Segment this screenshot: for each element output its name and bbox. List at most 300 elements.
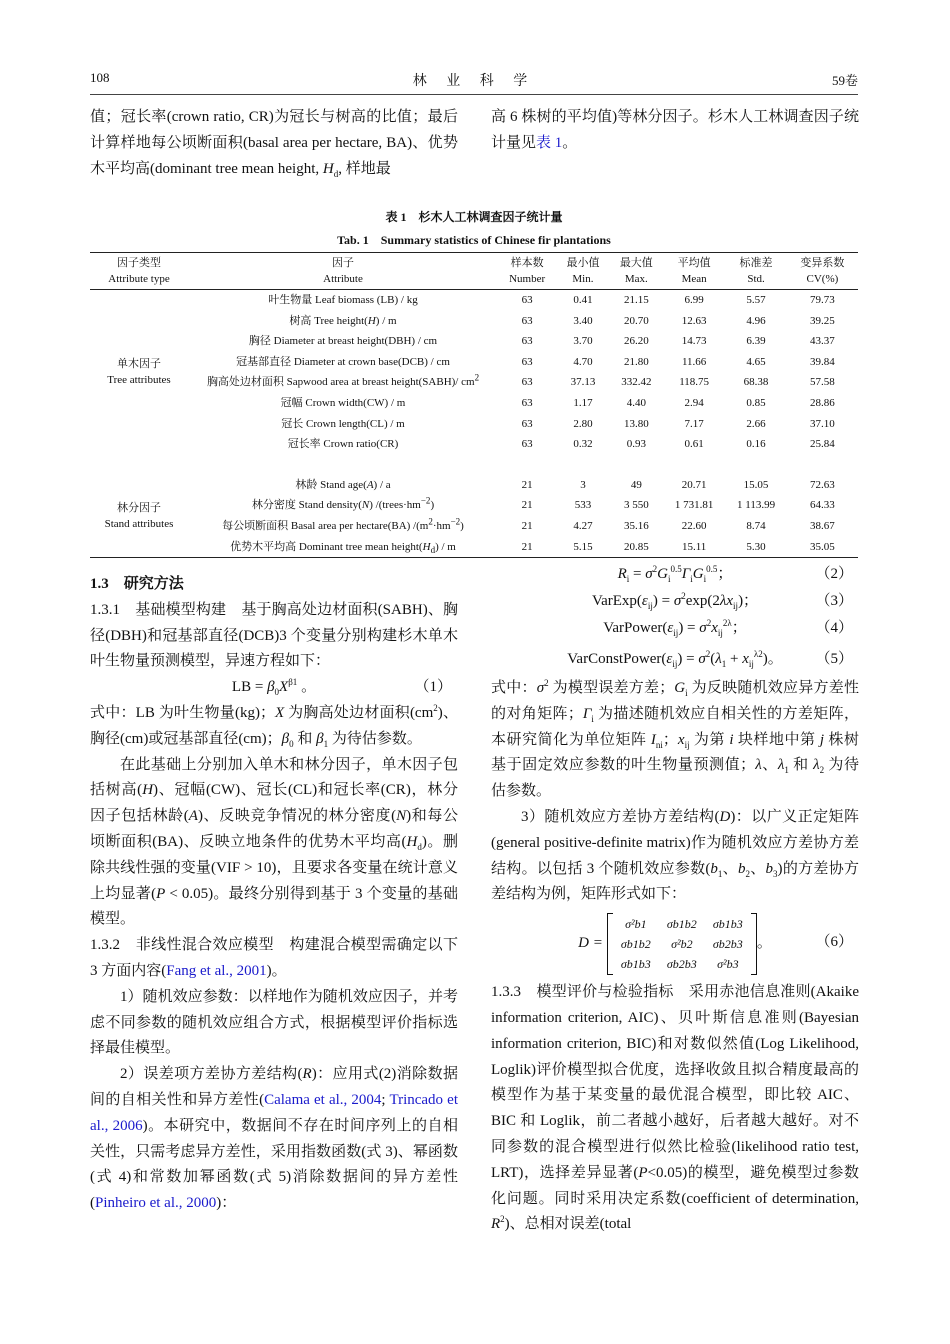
italic-symbol: R <box>617 566 627 582</box>
text-run: 每公顷断面积 Basal area per hectare(BA) /(m <box>222 519 429 532</box>
italic-symbol: H <box>322 160 334 177</box>
text-run: 株树基于固定效应参数的叶生物量预测值； <box>491 731 859 774</box>
text-run: ; <box>381 1091 390 1108</box>
text-run: )。本研究中，数据间不存在时间序列上的自相关性，只需考虑异方差性，采用指数函数(式 3)、幂函数(式 4)和常数加幂函数(式 5)消除数据间的异方差性( <box>90 1117 459 1212</box>
value-cell: 35.16 <box>623 519 649 532</box>
text-run: ； <box>662 731 678 748</box>
text-run: ( <box>710 651 716 667</box>
text-run: ； <box>731 620 747 636</box>
matrix-cell: σb2b3 <box>666 957 697 972</box>
value-cell: 21 <box>521 499 533 512</box>
table-row <box>90 414 858 435</box>
matrix-grid <box>613 914 751 974</box>
value-cell: 118.75 <box>679 376 710 389</box>
text-run: 在此基础上分别加入单木和林分因子，单木因子包括树高( <box>90 756 458 799</box>
left-column <box>90 572 458 1217</box>
text-run: 为模型误差方差； <box>548 680 675 696</box>
italic-symbol: P <box>638 1164 648 1181</box>
text-run: 叶生物量 Leaf biomass (LB) / kg <box>268 294 418 306</box>
covariance-matrix <box>607 913 757 975</box>
value-cell: 13.80 <box>623 417 649 430</box>
italic-symbol: x <box>677 731 685 748</box>
type-en: Tree attributes <box>107 374 171 387</box>
value-cell: 533 <box>574 499 592 512</box>
subscript: 1 <box>784 765 789 776</box>
italic-symbol: b <box>710 860 718 877</box>
text-run: ) / a <box>373 478 391 491</box>
italic-symbol: λ <box>777 757 785 774</box>
right-column <box>491 561 859 1238</box>
text-run: 为第 <box>689 731 730 748</box>
value-cell: 72.63 <box>810 478 835 491</box>
text-run: 、 <box>749 860 766 877</box>
text-run: < 0.05)。最终分别得到基于 3 个变量的基础模型。 <box>90 885 458 928</box>
column-header <box>90 253 188 290</box>
value-cell: 4.27 <box>573 519 593 532</box>
italic-symbol: σ <box>536 680 545 696</box>
paragraph <box>491 980 859 1238</box>
value-cell: 1 731.81 <box>674 499 714 512</box>
text-run: 。 <box>297 679 317 696</box>
text-run: ) / m <box>435 540 456 553</box>
value-cell: 332.42 <box>621 376 652 389</box>
value-cell: 14.73 <box>681 335 707 348</box>
top-right-column <box>491 105 859 157</box>
paragraph <box>90 985 458 1062</box>
italic-symbol: b <box>737 860 746 877</box>
italic-symbol: x <box>711 620 718 636</box>
italic-symbol: j <box>819 731 825 748</box>
value-cell: 39.84 <box>810 355 835 368</box>
column-header <box>725 253 787 290</box>
attribute-cell <box>188 290 498 311</box>
italic-symbol: D <box>719 808 731 825</box>
subscript: 1 <box>323 738 329 749</box>
attribute-cell <box>188 393 498 414</box>
equation-body <box>231 677 317 698</box>
value-cell: 0.93 <box>626 438 646 451</box>
italic-symbol: G <box>674 680 686 696</box>
table-row <box>90 331 858 352</box>
text-run: )的方差协方差结构为例，矩阵形式如下： <box>491 860 859 903</box>
subscript: d <box>417 841 422 852</box>
italic-symbol: X <box>279 679 289 696</box>
value-cell: 0.41 <box>573 294 593 306</box>
header-cn: 因子类型 <box>117 257 161 269</box>
column-header <box>188 253 498 290</box>
table-header-row <box>90 253 858 290</box>
italic-symbol: ε <box>641 593 648 609</box>
italic-symbol: λ <box>755 757 762 774</box>
text-run: )：应用式(2)消除数据间的自相关性和异方差性( <box>90 1066 458 1108</box>
text-run: VarConstPower( <box>567 651 667 667</box>
value-cell: 5.15 <box>573 540 593 553</box>
text-run: )和每公顷断面积(BA)、反映立地条件的优势木平均高( <box>90 808 458 850</box>
text-run: ) = <box>678 620 700 636</box>
paragraph <box>90 753 458 934</box>
header-cn: 标准差 <box>739 257 773 269</box>
header-en: Max. <box>624 273 648 285</box>
text-run: )、反映竞争情况的林分密度( <box>197 808 397 825</box>
superscript: 2 <box>681 591 686 601</box>
italic-symbol: λ <box>813 757 820 774</box>
header-cn: 因子 <box>332 257 354 269</box>
value-cell: 63 <box>521 314 533 327</box>
italic-symbol: N <box>361 499 370 512</box>
value-cell: 63 <box>521 294 533 306</box>
column-header <box>610 253 663 290</box>
subscript: ij <box>673 628 679 638</box>
value-cell: 11.66 <box>681 355 707 368</box>
table-row <box>90 537 858 558</box>
attribute-cell <box>188 331 498 352</box>
value-cell: 64.33 <box>810 499 835 512</box>
italic-symbol: λ <box>715 651 722 667</box>
value-cell: 63 <box>521 438 533 451</box>
matrix-cell: σ²b1 <box>625 917 647 932</box>
type-en: Stand attributes <box>104 517 174 530</box>
attribute-type-cell <box>90 290 188 455</box>
italic-symbol: β <box>267 679 275 696</box>
text-run: 、 <box>722 860 738 877</box>
header-en: Attribute type <box>108 273 170 285</box>
attribute-type-cell <box>90 475 188 558</box>
value-cell: 63 <box>521 355 533 368</box>
table-caption-cn: 表 1 杉木人工林调查因子统计量 <box>385 210 563 224</box>
table-row <box>90 311 858 332</box>
summary-table <box>90 252 858 558</box>
citation-link[interactable]: 表 1 <box>536 134 563 151</box>
value-cell: 25.84 <box>810 438 835 451</box>
italic-symbol: A <box>366 478 374 491</box>
text-run: )。 <box>266 962 287 979</box>
value-cell: 63 <box>521 376 533 389</box>
header-en: Number <box>509 273 546 285</box>
type-cn: 单木因子 <box>117 358 161 371</box>
superscript: λ2 <box>753 649 763 659</box>
italic-symbol: x <box>742 651 749 667</box>
text-run: 值；冠长率(crown ratio, CR)为冠长与树高的比值；最后计算样地每公顷断面积(basal area per hectare, BA)、优势木平均高(dominant tree mean height, <box>90 109 458 177</box>
header-en: Std. <box>747 273 765 285</box>
value-cell: 79.73 <box>810 294 835 306</box>
italic-symbol: i <box>729 731 734 748</box>
italic-symbol: G <box>657 566 668 582</box>
italic-symbol: H <box>142 782 154 799</box>
matrix-cell: σ²b2 <box>671 937 693 952</box>
subscript: ij <box>647 601 653 611</box>
value-cell: 12.63 <box>681 314 707 327</box>
matrix-cell: σb1b2 <box>620 937 651 952</box>
header-en: Mean <box>681 273 707 285</box>
equation-body <box>592 593 758 609</box>
value-cell: 7.17 <box>684 417 704 430</box>
value-cell: 0.32 <box>573 438 593 451</box>
equation-2 <box>491 561 859 588</box>
value-cell: 63 <box>521 335 533 348</box>
paragraph <box>90 105 458 182</box>
text-run: ) /(trees·hm <box>369 499 421 512</box>
text-run: 和 <box>788 757 814 774</box>
superscript: 2 <box>474 372 480 383</box>
text-run: )。 <box>762 651 783 667</box>
text-run: ·hm <box>432 519 451 532</box>
value-cell: 20.85 <box>623 540 649 553</box>
italic-symbol: λx <box>719 593 734 609</box>
value-cell: 21.80 <box>623 355 649 368</box>
text-run: )： <box>216 1195 237 1212</box>
text-run: 为胸高处边材面积(cm <box>284 704 434 721</box>
superscript: 2λ <box>722 618 732 628</box>
subscript: 3 <box>773 868 778 879</box>
attribute-cell <box>188 475 498 496</box>
journal-title: 林 业 科 学 <box>412 74 536 89</box>
italic-symbol: X <box>274 704 285 721</box>
citation-link[interactable]: Trincado et al., 2006 <box>90 1091 458 1134</box>
value-cell: 37.10 <box>810 417 835 430</box>
text-run: 高 6 株树的平均值)等林分因子。杉木人工林调查因子统计量见 <box>491 109 859 151</box>
text-run: 胸高处边材面积 Sapwood area at breast height(SABH)/ cm <box>206 376 475 389</box>
value-cell: 2.94 <box>684 396 704 409</box>
matrix-lhs: D = <box>578 935 603 952</box>
text-run: 1.3.3 模型评价与检验指标 采用赤池信息准则(Akaike information criterion, AIC)、贝叶斯信息准则(Bayesian information criterion, BIC)和对数似然值(Log Likelihood, Loglik)评价模型拟合优度，选择收敛且拟合精度最高的模型作为基于某变量的最优混合模型，即比较 AIC、BIC 和 Loglik，前二者越小越好，后者越大越好。对不同参数的混合模型进行似然比检验(likelihood ratio test, LRT)，选择差异显著( <box>491 984 859 1181</box>
superscript: 2 <box>705 649 711 659</box>
table-row <box>90 516 858 537</box>
subscript: 2 <box>745 868 750 879</box>
italic-symbol: σ <box>698 651 706 667</box>
equation-body <box>603 620 747 636</box>
text-run: 林龄 Stand age( <box>295 478 367 491</box>
subscript: i <box>626 574 630 584</box>
text-run: + <box>726 651 743 667</box>
superscript: 2 <box>428 516 433 527</box>
value-cell: 68.38 <box>743 376 769 389</box>
value-cell: 5.30 <box>746 540 766 553</box>
equation-5 <box>491 642 859 676</box>
italic-symbol: H <box>406 833 418 850</box>
value-cell: 49 <box>630 478 642 491</box>
value-cell: 57.58 <box>810 376 835 389</box>
value-cell: 63 <box>521 417 533 430</box>
text-run: 林分密度 Stand density( <box>251 499 362 512</box>
attribute-cell <box>188 352 498 373</box>
text-run: ) / m <box>375 314 397 327</box>
paragraph <box>491 805 859 908</box>
text-run: 为描述随机效应自相关性的方差矩阵，本研究简化为单位矩阵 <box>491 705 859 748</box>
superscript: 0.5 <box>670 564 682 574</box>
value-cell: 22.60 <box>681 519 707 532</box>
value-cell: 6.39 <box>746 335 766 348</box>
citation-link[interactable]: Calama et al., 2004 <box>264 1091 382 1108</box>
value-cell: 5.57 <box>746 294 766 306</box>
italic-symbol: H <box>422 540 431 553</box>
value-cell: 39.25 <box>810 314 835 327</box>
superscript: 2 <box>706 618 712 628</box>
type-cn: 林分因子 <box>117 501 161 514</box>
superscript: β1 <box>288 677 298 688</box>
value-cell: 6.99 <box>684 294 704 306</box>
value-cell: 20.71 <box>681 478 707 491</box>
text-run: ) = <box>677 651 699 667</box>
table-row <box>90 495 858 516</box>
value-cell: 21 <box>521 519 533 532</box>
header-cn: 最小值 <box>566 257 600 269</box>
subscript: i <box>685 688 688 698</box>
text-run: 、 <box>761 757 778 774</box>
header-en: CV(%) <box>806 273 839 285</box>
italic-symbol: ε <box>666 651 673 667</box>
value-cell: 3.70 <box>573 335 593 348</box>
equation-4 <box>491 615 859 642</box>
equation-number: （5） <box>815 651 853 667</box>
attribute-cell <box>188 434 498 455</box>
superscript: 2 <box>652 564 658 574</box>
attribute-cell <box>188 516 498 537</box>
text-run: , 样地最 <box>338 160 391 177</box>
italic-symbol: Γ <box>582 705 592 722</box>
text-run: 优势木平均高 Dominant tree mean height( <box>230 540 423 553</box>
value-cell: 37.13 <box>570 376 596 389</box>
italic-symbol: A <box>188 808 198 825</box>
italic-symbol: I <box>650 731 656 748</box>
equation-number: （2） <box>815 566 853 582</box>
subscript: ij <box>684 739 690 750</box>
value-cell: 4.96 <box>746 314 766 327</box>
italic-symbol: H <box>367 314 376 327</box>
text-run: )； <box>738 593 759 609</box>
text-run: )、冠幅(CW)、冠长(CL)和冠长率(CR)，林分因子包括林龄( <box>90 782 458 825</box>
text-run: VarExp( <box>591 593 642 609</box>
value-cell: 43.37 <box>810 335 835 348</box>
value-cell: 3 <box>580 478 586 491</box>
table-row <box>90 372 858 393</box>
equation-number: （3） <box>815 593 853 609</box>
text-run: )、胸径(cm)或冠基部直径(cm)； <box>90 704 458 747</box>
value-cell: 28.86 <box>810 396 835 409</box>
text-run: 式中：LB 为叶生物量(kg)； <box>90 704 275 721</box>
text-run: <0.05)的模型，避免模型过参数化问题。同时采用决定系数(coefficient of determination, <box>491 1164 859 1207</box>
volume-label: 59卷 <box>831 73 858 88</box>
text-run: ) <box>460 519 464 532</box>
subscript: 0 <box>289 738 294 749</box>
paragraph <box>90 701 458 753</box>
text-run: ； <box>717 566 733 582</box>
text-run: )。删除共线性强的变量(VIF > 10)，且要求各变量在统计意义上均显著( <box>90 833 458 902</box>
table-row <box>90 393 858 414</box>
value-cell: 8.74 <box>746 519 766 532</box>
value-cell: 1 113.99 <box>737 499 776 512</box>
paragraph <box>90 1062 458 1217</box>
italic-symbol: σ <box>645 566 653 582</box>
text-run: 树高 Tree height( <box>289 314 368 327</box>
column-header <box>787 253 858 290</box>
subscript: 1 <box>717 868 723 879</box>
text-run: 。 <box>562 134 578 151</box>
text-run: 冠长 Crown length(CL) / m <box>281 417 405 430</box>
equation-number: （1） <box>414 679 452 696</box>
table-row <box>90 434 858 455</box>
subscript: 2 <box>819 765 825 776</box>
equation-body <box>618 566 733 582</box>
subscript: i <box>591 713 594 724</box>
superscript: 2 <box>500 1214 505 1225</box>
value-cell: 21.15 <box>623 294 649 306</box>
citation-link[interactable]: Fang et al., 2001 <box>166 962 267 979</box>
superscript: 2 <box>433 702 438 713</box>
attribute-cell <box>188 537 498 558</box>
equation-end: 。 <box>756 935 772 952</box>
citation-link[interactable]: Pinheiro et al., 2000 <box>95 1195 217 1212</box>
paragraph <box>491 105 859 157</box>
column-header <box>498 253 556 290</box>
paragraph <box>90 598 458 675</box>
header-en: Min. <box>572 273 594 285</box>
italic-symbol: R <box>491 1216 501 1233</box>
superscript: −2 <box>450 516 461 527</box>
equation-6 <box>491 908 859 980</box>
text-run: LB = <box>231 679 268 696</box>
subscript: i <box>667 574 671 584</box>
matrix-cell: σb1b3 <box>712 917 743 932</box>
header-cn: 平均值 <box>677 257 711 269</box>
text-run: 1.3.1 基础模型构建 基于胸高处边材面积(SABH)、胸径(DBH)和冠基部直径(DCB)3 个变量分别构建杉木单木叶生物量预测模型，异速方程如下： <box>90 601 458 670</box>
subscript: ij <box>717 628 723 638</box>
value-cell: 1.17 <box>573 396 593 409</box>
subscript: ij <box>733 601 739 611</box>
value-cell: 2.66 <box>746 417 766 430</box>
text-run: 2）误差项方差协方差结构( <box>120 1066 303 1083</box>
header-cn: 最大值 <box>619 257 653 269</box>
top-left-column <box>90 105 458 182</box>
text-run: 为待估参数。 <box>491 757 859 800</box>
matrix-cell: σb1b3 <box>620 957 651 972</box>
subscript: i <box>703 574 707 584</box>
italic-symbol: σ <box>699 620 707 636</box>
header-en: Attribute <box>323 273 363 285</box>
text-run: 为反映随机效应异方差性的对角矩阵； <box>491 680 859 722</box>
paragraph <box>90 933 458 985</box>
value-cell: 2.80 <box>573 417 593 430</box>
matrix-cell: σb2b3 <box>712 937 743 952</box>
text-run: ) = <box>652 593 674 609</box>
text-run: = <box>629 566 646 582</box>
text-run: 为待估参数。 <box>328 730 422 747</box>
equation-1 <box>90 675 458 701</box>
text-run: 块样地中第 <box>733 731 820 748</box>
text-run: ) <box>430 499 435 512</box>
value-cell: 26.20 <box>623 335 649 348</box>
italic-symbol: R <box>302 1066 312 1083</box>
text-run: 3）随机效应方差协方差结构( <box>521 808 720 825</box>
value-cell: 0.16 <box>746 438 766 451</box>
matrix-cell: σ²b3 <box>717 957 739 972</box>
subscript: ni <box>655 739 663 750</box>
italic-symbol: β <box>281 730 290 747</box>
value-cell: 4.65 <box>746 355 766 368</box>
running-header <box>90 68 858 95</box>
value-cell: 0.85 <box>746 396 766 409</box>
text-run: 冠长率 Crown ratio(CR) <box>287 438 399 451</box>
section-heading: 1.3 研究方法 <box>90 576 184 592</box>
equation-number: （6） <box>815 934 853 951</box>
text-run: 冠基部直径 Diameter at crown base(DCB) / cm <box>236 355 450 368</box>
paragraph <box>491 676 859 805</box>
subscript: ij <box>748 659 754 669</box>
italic-symbol: b <box>765 860 774 877</box>
subscript: d <box>333 168 339 179</box>
value-cell: 21 <box>521 478 533 491</box>
value-cell: 15.05 <box>743 478 769 491</box>
attribute-cell <box>188 372 498 393</box>
